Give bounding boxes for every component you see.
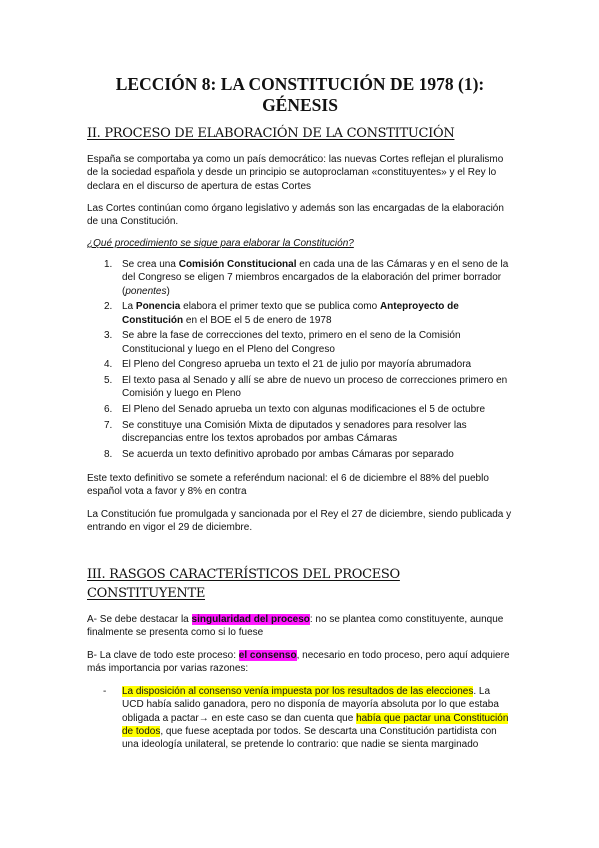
reasons-list <box>87 685 512 751</box>
highlight-disposicion: La disposición al consenso venía impuesta por los resultados de las elecciones <box>122 686 474 697</box>
lesson-title <box>60 74 540 116</box>
section-2-heading: II. PROCESO DE ELABORACIÓN DE LA CONSTITUCIÓN <box>87 126 455 141</box>
list-item: 8. Se acuerda un texto definitivo aprobado por ambas Cámaras por separado <box>104 448 454 460</box>
list-item: 5. El texto pasa al Senado y allí se abre de nuevo un proceso de correcciones primero en Comisión y luego en Pleno <box>104 374 508 400</box>
list-item: 3. Se abre la fase de correcciones del texto, primero en el seno de la Comisión Constitucional y luego en el Pleno del Congreso <box>104 330 461 355</box>
point-b-paragraph: B- La clave de todo este proceso: el consenso, necesario en todo proceso, pero aquí adquiere más importancia por varias razones: <box>87 650 510 675</box>
highlight-consenso: el consenso <box>238 650 297 661</box>
point-a-paragraph: A- Se debe destacar la singularidad del proceso: no se plantea como constituyente, aunque finalmente se presenta como si lo fuese <box>87 614 504 639</box>
procedure-question: ¿Qué procedimiento se sigue para elaborar la Constitución? <box>87 238 354 249</box>
title-line-2: GÉNESIS <box>262 95 338 115</box>
highlight-singularidad: singularidad del proceso <box>191 614 310 625</box>
list-item: 1. Se crea una Comisión Constitucional en cada una de las Cámaras y en el seno de la del Congreso se eligen 7 miembros encargados de la elaboración del primer borrador (ponentes) <box>104 259 509 297</box>
highlight-pactar: había que pactar una Constitución de todos <box>122 712 509 737</box>
section-2-paragraph-2: Las Cortes continúan como órgano legislativo y además son las encargadas de la elaboración de una Constitución. <box>87 203 504 228</box>
procedure-steps-list <box>87 258 512 463</box>
list-item: 4. El Pleno del Congreso aprueba un texto el 21 de julio por mayoría abrumadora <box>104 359 472 371</box>
referendum-paragraph: Este texto definitivo se somete a referéndum nacional: el 6 de diciembre el 88% del pueblo español vota a favor y 8% en contra <box>87 473 489 498</box>
list-item: 2. La Ponencia elabora el primer texto que se publica como Anteproyecto de Constitución en el BOE el 5 de enero de 1978 <box>104 301 459 326</box>
title-line-1: LECCIÓN 8: LA CONSTITUCIÓN DE 1978 (1): <box>115 74 485 94</box>
list-item: 6. El Pleno del Senado aprueba un texto con algunas modificaciones el 5 de octubre <box>104 403 486 415</box>
promulgation-paragraph: La Constitución fue promulgada y sancionada por el Rey el 27 de diciembre, siendo publicada y entrando en vigor el 29 de diciembre. <box>87 509 512 534</box>
section-3-heading: III. RASGOS CARACTERÍSTICOS DEL PROCESO CONSTITUYENTE <box>87 567 400 601</box>
section-2-paragraph-1: España se comportaba ya como un país democrático: las nuevas Cortes reflejan el pluralismo de la sociedad española y desde un principio se autoproclaman «constituyentes» y el Rey lo declara en el discurso de apertura de estas Cortes <box>87 154 504 192</box>
list-item: - La disposición al consenso venía impuesta por los resultados de las elecciones. La UCD había salido ganadora, pero no disponía de mayoría absoluta por lo que estaba obligada a pactar→ en este caso se dan cuenta que había que pactar una Constitución de todos, que fuese aceptada por todos. Se descarta una Constitución partidista con una ideología unilateral, se pretende lo contrario: que nadie se sienta marginado <box>103 686 509 751</box>
list-item: 7. Se constituye una Comisión Mixta de diputados y senadores para resolver las discrepancias entre los textos aprobados por ambas Cámaras <box>104 419 467 444</box>
